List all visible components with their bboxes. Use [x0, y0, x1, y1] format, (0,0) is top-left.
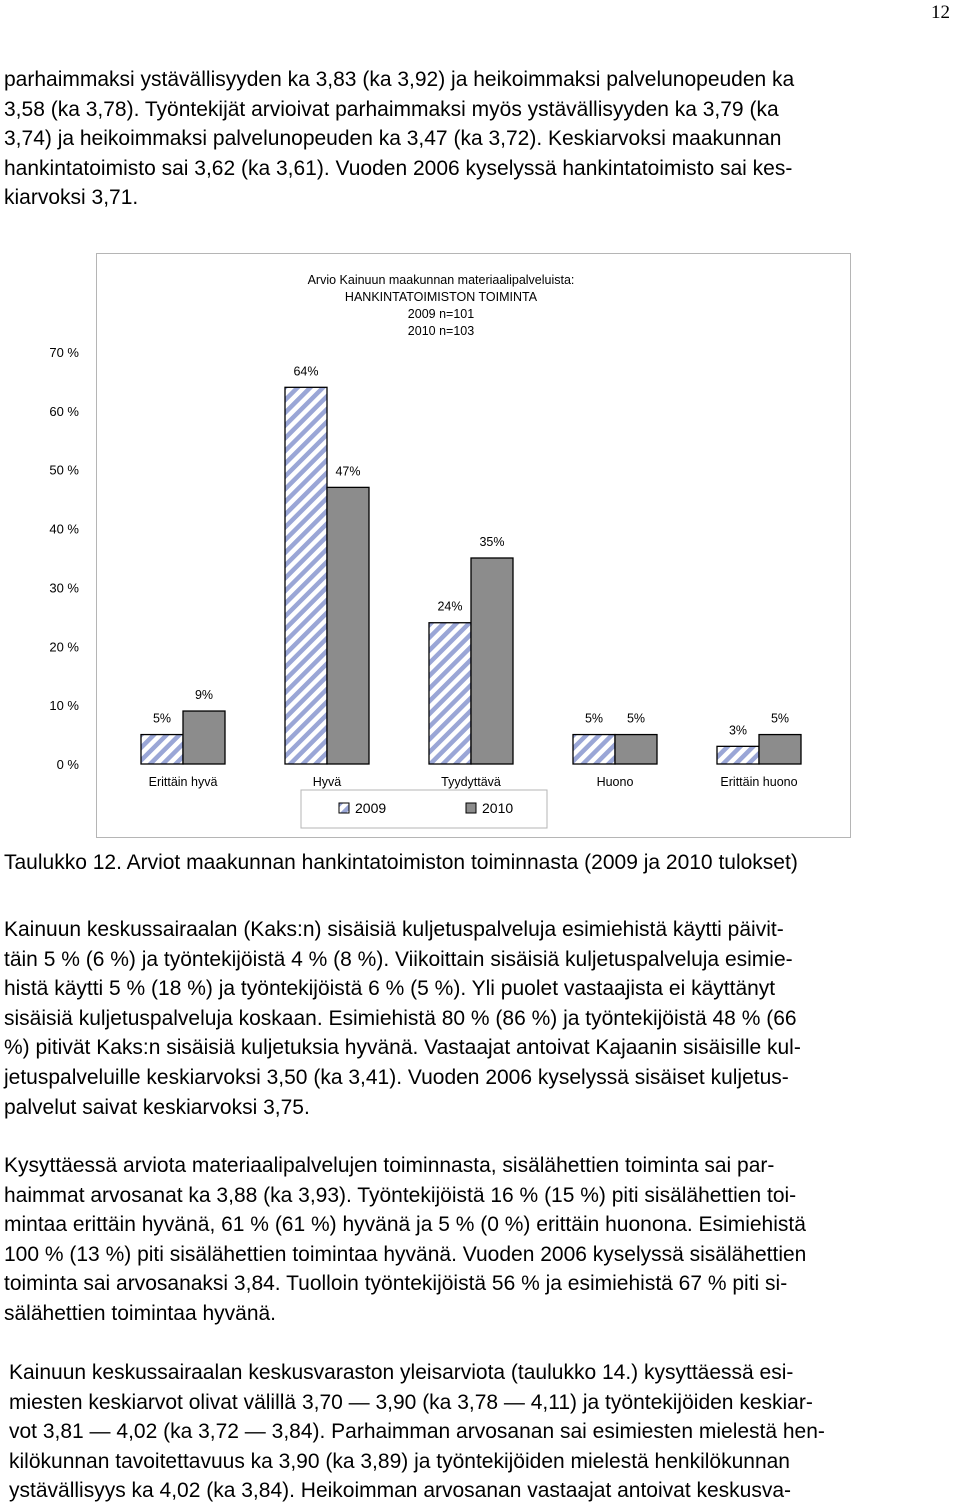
- paragraph-4: [9, 1358, 957, 1506]
- data-label-2009: 5%: [152, 711, 172, 726]
- text-line: Kainuun keskussairaalan keskusvaraston yleisarviota (taulukko 14.) kysyttäessä esi-: [9, 1361, 794, 1384]
- x-tick-label: Erittäin hyvä: [148, 775, 218, 789]
- y-axis: [49, 345, 79, 772]
- y-tick-label: 40 %: [49, 521, 79, 537]
- text-line: mintaa erittäin hyvänä, 61 % (61 %) hyvänä ja 5 % (0 %) erittäin huonona. Esimiehistä: [4, 1213, 806, 1237]
- bar-2009: [285, 387, 327, 764]
- bar-2009: [717, 746, 759, 764]
- text-line: miesten keskiarvot olivat välillä 3,70 — 3,90 (ka 3,78 — 4,11) ja työntekijöiden keskiar-: [9, 1390, 813, 1414]
- y-tick-label: 60 %: [49, 403, 79, 419]
- bar-2010: [615, 735, 657, 764]
- text-line: vot 3,81 — 4,02 (ka 3,72 — 3,84). Parhaimman arvosanan sai esimiesten mielestä hen-: [9, 1420, 825, 1444]
- bar-2009: [141, 735, 183, 764]
- text-line: 3,58 (ka 3,78). Työntekijät arvioivat parhaimmaksi myös ystävällisyyden ka 3,79 (ka: [4, 97, 779, 121]
- chart-subtitle: HANKINTATOIMISTON TOIMINTA: [344, 290, 538, 304]
- paragraph-1: [4, 65, 952, 213]
- bar-2010: [183, 711, 225, 764]
- text-line: 100 % (13 %) piti sisälähettien toimintaa hyvänä. Vuoden 2006 kyselyssä sisälähettien: [4, 1242, 807, 1266]
- text-line: %) pitivät Kaks:n sisäisiä kuljetuksia hyvänä. Vastaajat antoivat Kajaanin sisäisille kul-: [4, 1036, 801, 1060]
- legend-label-2009: 2009: [355, 800, 387, 816]
- data-label-2009: 5%: [584, 711, 604, 726]
- text-line: kiarvoksi 3,71.: [4, 186, 139, 210]
- chart-note-2010: 2010 n=103: [407, 324, 475, 338]
- text-line: hankintatoimisto sai 3,62 (ka 3,61). Vuoden 2006 kyselyssä hankintatoimisto sai kes-: [4, 156, 793, 180]
- text-line: Kainuun keskussairaalan (Kaks:n) sisäisiä kuljetuspalveluja esimiehistä käytti päivit-: [4, 918, 784, 941]
- text-line: parhaimmaksi ystävällisyyden ka 3,83 (ka 3,92) ja heikoimmaksi palvelunopeuden ka: [4, 68, 795, 91]
- chart-title: Arvio Kainuun maakunnan materiaalipalveluista:: [307, 273, 575, 287]
- text-line: haimmat arvosanat ka 3,88 (ka 3,93). Työntekijöistä 16 % (15 %) piti sisälähettien toi-: [4, 1183, 797, 1207]
- data-label-2009: 3%: [728, 723, 748, 738]
- table-caption: Taulukko 12. Arviot maakunnan hankintatoimiston toiminnasta (2009 ja 2010 tulokset): [4, 851, 798, 874]
- bar-2009: [429, 623, 471, 764]
- x-axis: [149, 775, 798, 789]
- bar-2010: [327, 487, 369, 764]
- bars: [141, 364, 801, 764]
- y-tick-label: 20 %: [49, 639, 79, 655]
- legend-swatch-2009: [339, 803, 349, 813]
- bar-chart: [49, 253, 851, 838]
- text-line: histä käytti 5 % (18 %) ja työntekijöistä 6 % (5 %). Yli puolet vastaajista ei käyttänyt: [4, 977, 776, 1001]
- chart-note-2009: 2009 n=101: [407, 307, 475, 321]
- text-line: Kysyttäessä arviota materiaalipalvelujen toiminnasta, sisälähettien toiminta sai par-: [4, 1154, 775, 1177]
- bar-2010: [471, 558, 513, 764]
- y-tick-label: 0 %: [56, 757, 79, 772]
- data-label-2010: 5%: [770, 711, 790, 726]
- y-tick-label: 30 %: [49, 580, 79, 596]
- data-label-2009: 24%: [437, 599, 463, 614]
- bar-2010: [759, 735, 801, 764]
- y-tick-label: 70 %: [49, 345, 79, 360]
- data-label-2010: 5%: [626, 711, 646, 726]
- legend: [301, 790, 547, 828]
- data-label-2010: 47%: [335, 464, 361, 479]
- page-number: 12: [931, 2, 950, 23]
- paragraph-2: [4, 915, 952, 1122]
- legend-label-2010: 2010: [482, 800, 514, 816]
- text-line: jetuspalveluille keskiarvoksi 3,50 (ka 3,41). Vuoden 2006 kyselyssä sisäiset kuljetus-: [4, 1065, 789, 1089]
- chart-canvas: [49, 254, 850, 837]
- text-line: täin 5 % (6 %) ja työntekijöistä 4 % (8 %). Viikoittain sisäisiä kuljetuspalveluja esimie-: [4, 947, 793, 971]
- text-line: kilökunnan tavoitettavuus ka 3,90 (ka 3,89) ja työntekijöiden mielestä henkilökunnan: [9, 1449, 790, 1473]
- x-tick-label: Huono: [596, 775, 634, 789]
- text-line: 3,74) ja heikoimmaksi palvelunopeuden ka 3,47 (ka 3,72). Keskiarvoksi maakunnan: [4, 127, 782, 151]
- x-tick-label: Erittäin huono: [720, 775, 798, 789]
- text-line: sisäisiä kuljetuspalveluja koskaan. Esimiehistä 80 % (86 %) ja työntekijöistä 48 % (66: [4, 1006, 797, 1030]
- text-line: sälähettien toimintaa hyvänä.: [4, 1301, 277, 1325]
- y-tick-label: 50 %: [49, 462, 79, 478]
- paragraph-3: [4, 1151, 952, 1329]
- text-line: toiminta sai arvosanaksi 3,84. Tuolloin työntekijöistä 56 % ja esimiehistä 67 % piti si-: [4, 1272, 788, 1296]
- x-tick-label: Hyvä: [312, 775, 342, 789]
- text-line: palvelut saivat keskiarvoksi 3,75.: [4, 1095, 310, 1119]
- data-label-2010: 9%: [194, 688, 214, 703]
- y-tick-label: 10 %: [49, 698, 79, 714]
- data-label-2010: 35%: [479, 535, 505, 549]
- x-tick-label: Tyydyttävä: [441, 775, 501, 789]
- legend-swatch-2010: [466, 803, 476, 813]
- bar-2009: [573, 735, 615, 764]
- text-line: ystävällisyys ka 4,02 (ka 3,84). Heikoimman arvosanan vastaajat antoivat keskusva-: [9, 1479, 792, 1503]
- data-label-2009: 64%: [293, 364, 319, 379]
